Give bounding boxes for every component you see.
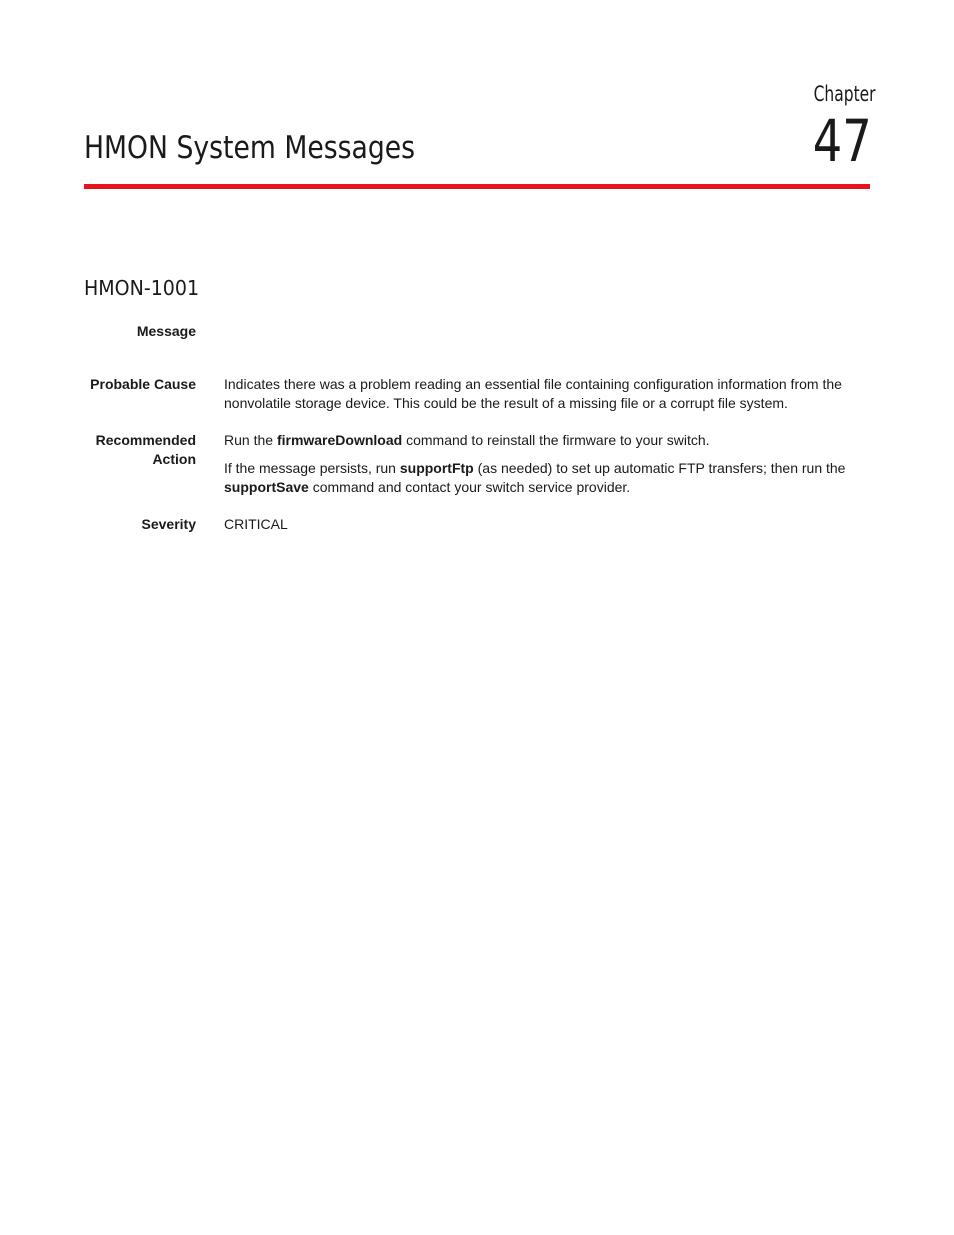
recommended-action-label-line1: Recommended bbox=[95, 432, 196, 448]
firmware-download-command: firmwareDownload bbox=[276, 432, 403, 448]
chapter-title: HMON System Messages bbox=[84, 130, 416, 166]
action-p1-pre: Run the bbox=[224, 432, 277, 448]
action-p1-post: command to reinstall the firmware to your switch. bbox=[402, 432, 710, 448]
chapter-number: 47 bbox=[812, 107, 872, 175]
severity-value: CRITICAL bbox=[224, 516, 288, 532]
recommended-action-label-line2: Action bbox=[152, 451, 196, 467]
action-p2-mid: (as needed) to set up automatic FTP transfers; then run the bbox=[473, 460, 846, 476]
probable-cause-label: Probable Cause bbox=[90, 376, 196, 392]
probable-cause-text bbox=[224, 375, 874, 422]
message-label: Message bbox=[136, 323, 196, 339]
support-save-command: supportSave bbox=[224, 479, 309, 495]
support-ftp-command: supportFtp bbox=[399, 460, 474, 476]
probable-cause-paragraph: Indicates there was a problem reading an essential file containing configuration information from the nonvolatile storage device. This could be the result of a missing file or a corrupt file system. bbox=[224, 376, 842, 411]
section-heading: HMON-1001 bbox=[84, 276, 200, 300]
action-p2-post: command and contact your switch service provider. bbox=[308, 479, 631, 495]
recommended-action-text bbox=[224, 431, 874, 506]
action-p2-pre: If the message persists, run bbox=[224, 460, 400, 476]
action-paragraph-2 bbox=[224, 459, 874, 497]
action-paragraph-1 bbox=[224, 431, 874, 450]
chapter-label: Chapter bbox=[814, 82, 876, 106]
title-rule bbox=[84, 184, 870, 189]
severity-label: Severity bbox=[141, 516, 196, 532]
recommended-action-label bbox=[66, 431, 196, 469]
